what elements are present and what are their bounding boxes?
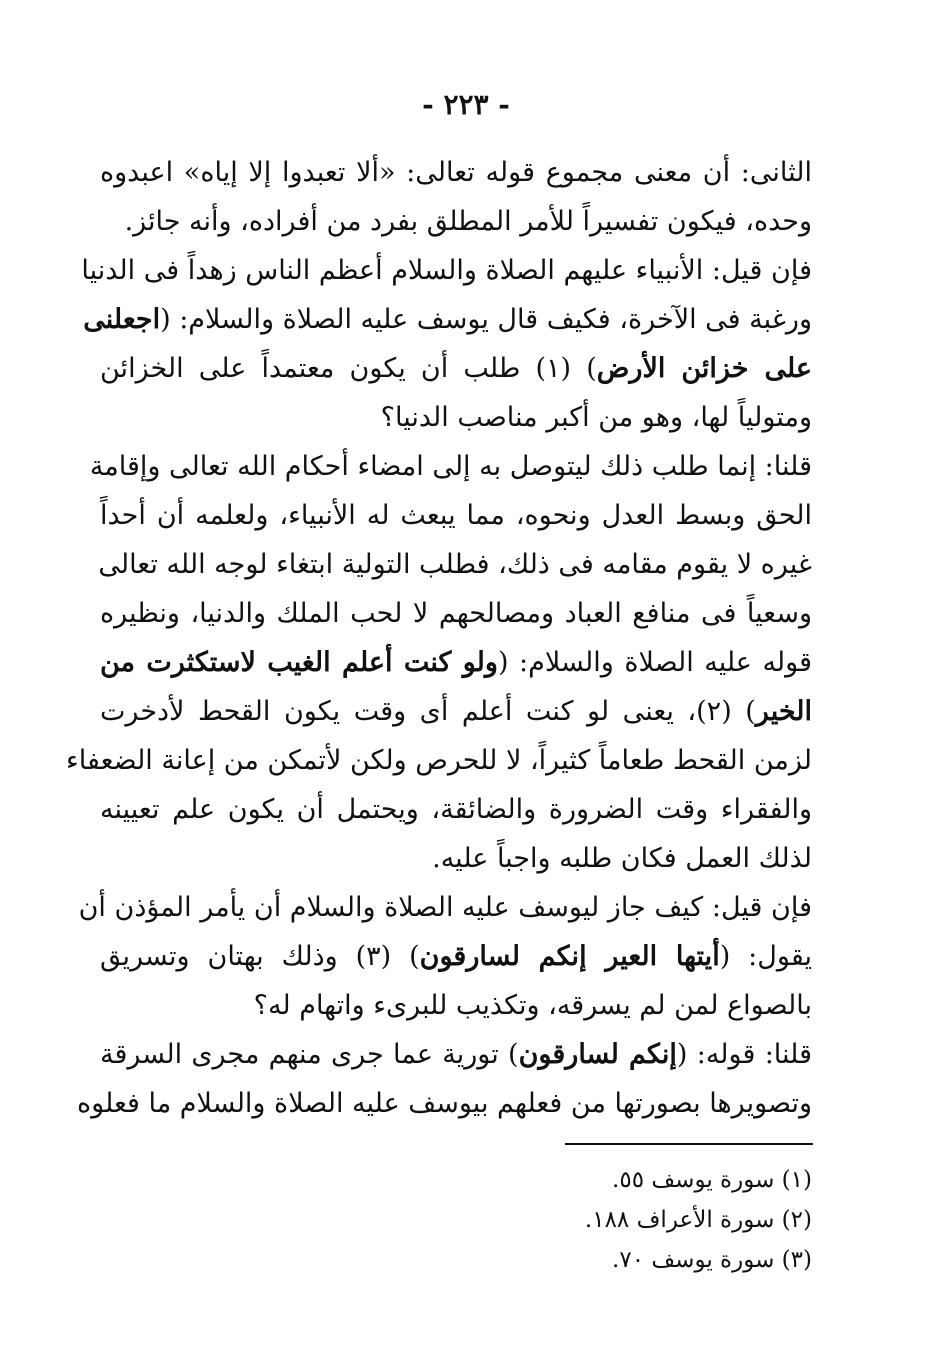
body-text	[66, 148, 813, 1128]
quran-quote: الخير	[755, 696, 812, 727]
text-line: الحق وبسط العدل ونحوه، مما يبعث له الأنبياء، ولعلمه أن أحداً	[100, 500, 812, 531]
paragraph-2	[81, 246, 812, 442]
paragraph-4	[78, 883, 813, 1030]
quran-quote: أيتها العير إنكم لسارقون	[419, 941, 720, 972]
quran-quote: اجعلنى	[83, 304, 161, 335]
text-line: ومتولياً لها، وهو من أكبر مناصب الدنيا؟	[380, 402, 812, 433]
text-line: قلنا: قوله: (إنكم لسارقون) تورية عما جرى منهم مجرى السرقة	[100, 1039, 813, 1070]
text-line: الخير) (٢)، يعنى لو كنت أعلم أى وقت يكون القحط لأدخرت	[100, 696, 812, 727]
text-line: قوله عليه الصلاة والسلام: (ولو كنت أعلم الغيب لاستكثرت من	[100, 647, 812, 678]
page-number: - ٢٢٣ -	[422, 88, 510, 121]
footnote-3: (٣) سورة يوسف ٧٠.	[612, 1247, 812, 1273]
text-line: وحده، فيكون تفسيراً للأمر المطلق بفرد من أفراده، وأنه جائز.	[124, 206, 812, 237]
text-line: قلنا: إنما طلب ذلك ليتوصل به إلى امضاء أحكام الله تعالى وإقامة	[89, 451, 812, 482]
text-line: وسعياً فى منافع العباد ومصالحهم لا لحب الملك والدنيا، ونظيره	[100, 598, 812, 629]
quran-quote: على خزائن الأرض	[596, 353, 812, 384]
text-line: فإن قيل: كيف جاز ليوسف عليه الصلاة والسلام أن يأمر المؤذن أن	[78, 892, 812, 923]
paragraph-1	[100, 148, 812, 246]
text-line: الثانى: أن معنى مجموع قوله تعالى: «ألا تعبدوا إلا إياه» اعبدوه	[100, 157, 812, 188]
text-line: يقول: (أيتها العير إنكم لسارقون) (٣) وذلك بهتان وتسريق	[100, 941, 813, 972]
text-line: لذلك العمل فكان طلبه واجباً عليه.	[432, 843, 812, 874]
footnotes	[500, 1160, 812, 1280]
text-line: ورغبة فى الآخرة، فكيف قال يوسف عليه الصلاة والسلام: (اجعلنى	[83, 304, 812, 335]
text-line: على خزائن الأرض) (١) طلب أن يكون معتمداً على الخزائن	[100, 353, 812, 384]
text-line: لزمن القحط طعاماً كثيراً، لا للحرص ولكن لأتمكن من إعانة الضعفاء	[66, 745, 812, 776]
footnote-2: (٢) سورة الأعراف ١٨٨.	[584, 1207, 812, 1233]
text-line: وتصويرها بصورتها من فعلهم بيوسف عليه الصلاة والسلام ما فعلوه	[76, 1088, 812, 1119]
text-line: بالصواع لمن لم يسرقه، وتكذيب للبرىء واتهام له؟	[253, 990, 812, 1021]
text-line: والفقراء وقت الضرورة والضائقة، ويحتمل أن يكون علم تعيينه	[100, 794, 812, 825]
quran-quote: ولو كنت أعلم الغيب لاستكثرت من	[100, 647, 498, 678]
paragraph-3	[66, 442, 812, 883]
text-line: غيره لا يقوم مقامه فى ذلك، فطلب التولية ابتغاء لوجه الله تعالى	[98, 549, 812, 580]
paragraph-5	[76, 1030, 813, 1128]
footnote-divider	[565, 1143, 813, 1145]
quran-quote: إنكم لسارقون	[518, 1039, 677, 1070]
text-line: فإن قيل: الأنبياء عليهم الصلاة والسلام أعظم الناس زهداً فى الدنيا	[81, 255, 812, 286]
footnote-1: (١) سورة يوسف ٥٥.	[612, 1167, 812, 1193]
